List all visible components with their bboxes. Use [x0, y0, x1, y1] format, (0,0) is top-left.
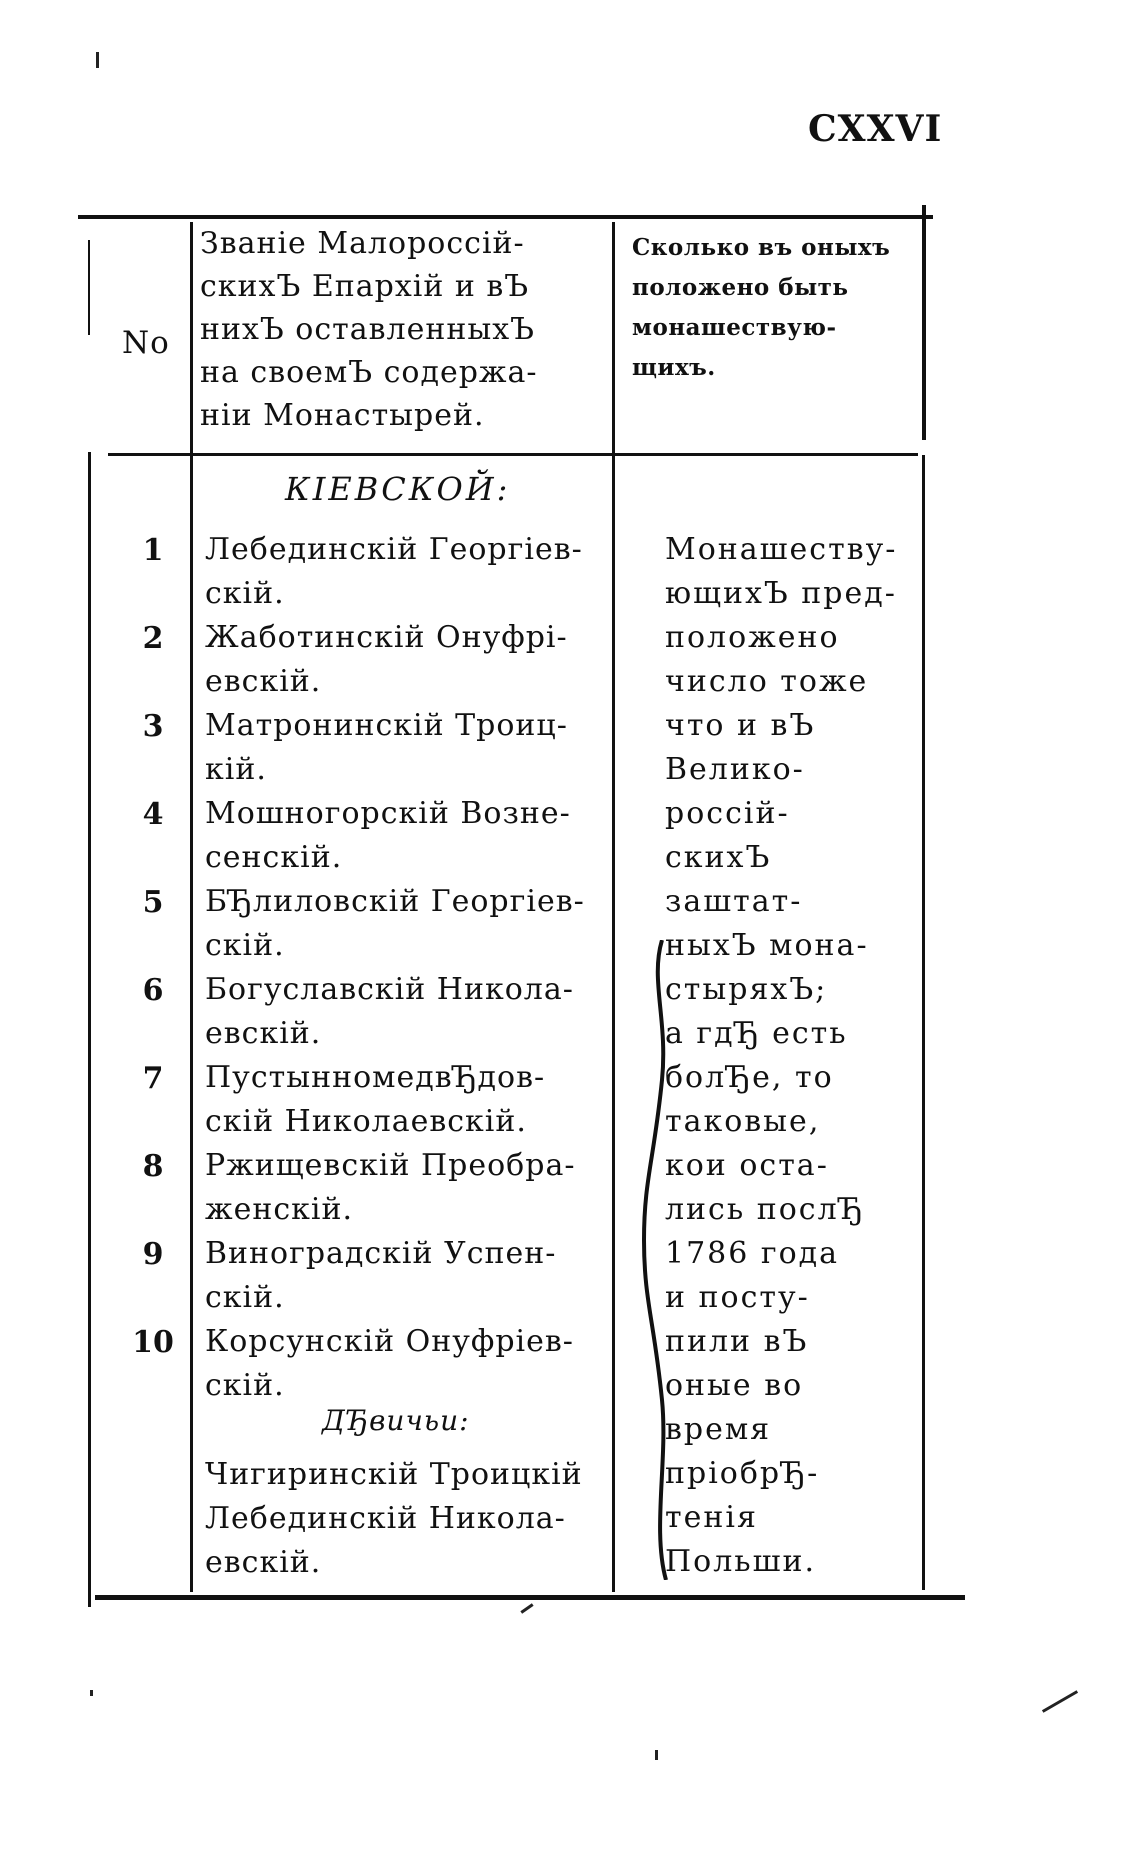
row-name-line: БЂлиловскій Георгіев- [205, 884, 585, 919]
note-line: Велико- [665, 752, 805, 787]
left-border [88, 452, 91, 1607]
row-name [205, 792, 605, 880]
right-border-lower [922, 455, 925, 1590]
convent-line: евскій. [205, 1545, 322, 1580]
note-line: оные во [665, 1368, 804, 1403]
note-line: и посту- [665, 1280, 810, 1315]
row-number: 3 [142, 709, 164, 744]
row-name-line: Корсунскій Онуфріев- [205, 1324, 574, 1359]
header-number: No [122, 325, 170, 361]
row-name [205, 1056, 605, 1144]
row-name [205, 1320, 605, 1408]
note-line: число тоже [665, 664, 869, 699]
scan-speck [96, 52, 99, 68]
header-title-line: нихЪ оставленныхЪ [200, 312, 535, 347]
note-line: Польши. [665, 1544, 817, 1579]
row-name-line: скій. [205, 1368, 285, 1403]
note-line: лись послЂ [665, 1192, 865, 1227]
row-name-line: скій. [205, 928, 285, 963]
row-name-line: ПустынномедвЂдов- [205, 1060, 546, 1095]
note-line: стыряхЪ; [665, 972, 828, 1007]
convent-list [205, 1453, 605, 1585]
note-line: а гдЂ есть [665, 1016, 848, 1051]
scan-speck [1042, 1690, 1078, 1713]
row-number: 6 [142, 973, 164, 1008]
subsection-title: ДЂвичьи: [322, 1404, 470, 1437]
top-rule [78, 215, 933, 219]
row-number: 4 [142, 797, 164, 832]
scan-speck [520, 1603, 533, 1613]
note-line: Монашеству- [665, 532, 898, 567]
row-name [205, 1232, 605, 1320]
right-border [922, 205, 926, 440]
scan-speck [655, 1750, 658, 1760]
row-name-line: Ржищевскій Преобра- [205, 1148, 576, 1183]
row-name [205, 616, 605, 704]
note-line: россій- [665, 796, 790, 831]
note-line: положено [665, 620, 840, 655]
note-line: пили вЪ [665, 1324, 809, 1359]
row-name-line: Матронинскій Троиц- [205, 708, 568, 743]
row-name [205, 528, 605, 616]
note-text [665, 528, 910, 1584]
note-line: кои оста- [665, 1148, 829, 1183]
row-name [205, 1144, 605, 1232]
header-title-line: ніи Монастырей. [200, 398, 485, 433]
note-line: что и вЪ [665, 708, 816, 743]
header-count-line: монашествую- [632, 314, 837, 341]
row-name-line: евскій. [205, 664, 322, 699]
note-line: заштат- [665, 884, 803, 919]
note-line: 1786 года [665, 1236, 840, 1271]
header-title [200, 222, 595, 437]
convent-line: Лебединскій Никола- [205, 1501, 566, 1536]
row-name-line: скій. [205, 576, 285, 611]
header-rule [108, 453, 918, 456]
row-name-line: Мошногорскій Возне- [205, 796, 571, 831]
note-line: тенія [665, 1500, 758, 1535]
row-name-line: скій. [205, 1280, 285, 1315]
brace-mark [640, 940, 680, 1580]
row-number: 1 [142, 533, 164, 568]
row-number: 9 [142, 1237, 164, 1272]
header-title-line: скихЪ Епархій и вЪ [200, 269, 530, 304]
left-border-top [88, 240, 90, 335]
row-name-line: скій Николаевскій. [205, 1104, 527, 1139]
row-name-line: женскій. [205, 1192, 354, 1227]
row-name [205, 704, 605, 792]
row-number: 7 [142, 1061, 164, 1096]
header-count [632, 228, 904, 388]
note-line: таковые, [665, 1104, 821, 1139]
bottom-rule [95, 1595, 965, 1600]
row-name-line: Лебединскій Георгіев- [205, 532, 583, 567]
header-title-line: Званіе Малороссій- [200, 226, 525, 261]
header-count-line: Сколько въ оныхъ [632, 234, 891, 261]
page-number: CXXVI [808, 108, 943, 150]
row-name-line: Жаботинскій Онуфрі- [205, 620, 568, 655]
header-count-line: положено быть [632, 274, 849, 301]
note-line: ющихЪ пред- [665, 576, 897, 611]
row-number: 10 [132, 1325, 174, 1360]
note-line: скихЪ [665, 840, 772, 875]
row-name [205, 968, 605, 1056]
row-number: 8 [142, 1149, 164, 1184]
scan-speck [90, 1690, 93, 1696]
column-rule-2 [612, 222, 615, 1592]
row-number: 5 [142, 885, 164, 920]
column-rule-1 [190, 222, 193, 1592]
row-name-line: сенскій. [205, 840, 343, 875]
row-name-line: Богуславскій Никола- [205, 972, 574, 1007]
header-title-line: на своемЪ содержа- [200, 355, 538, 390]
note-line: ныхЪ мона- [665, 928, 869, 963]
header-count-line: щихъ. [632, 354, 716, 381]
section-title: КІЕВСКОЙ: [285, 470, 511, 508]
row-number: 2 [142, 621, 164, 656]
row-name [205, 880, 605, 968]
row-name-line: кій. [205, 752, 267, 787]
row-name-line: Виноградскій Успен- [205, 1236, 557, 1271]
note-line: время [665, 1412, 772, 1447]
note-line: пріобрЂ- [665, 1456, 820, 1491]
note-line: болЂе, то [665, 1060, 834, 1095]
convent-line: Чигиринскій Троицкій [205, 1457, 583, 1492]
row-name-line: евскій. [205, 1016, 322, 1051]
